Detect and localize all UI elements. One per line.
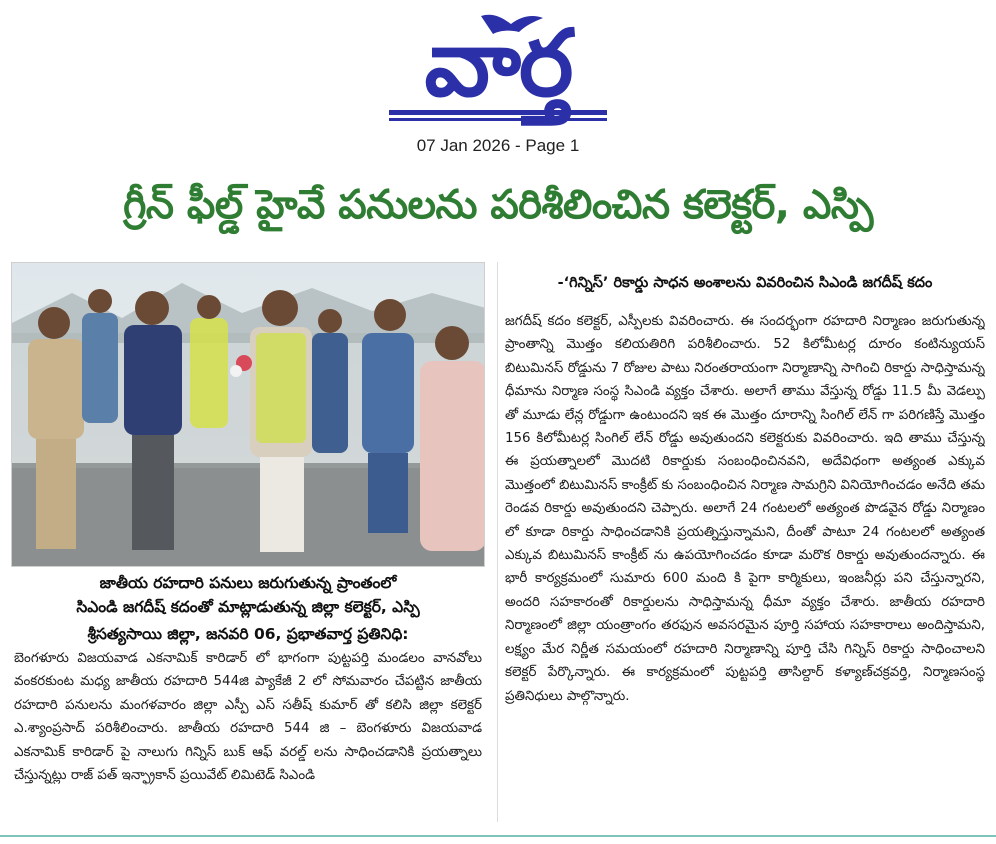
article-dateline: శ్రీసత్యసాయి జిల్లా, జనవరి 06, ప్రభాతవార్త ప్రతినిధి:	[87, 625, 409, 643]
photo-caption-line2: సిఎండి జగదీష్ కదంతో మాట్లాడుతున్న జిల్లా కలెక్టర్, ఎస్పి	[76, 598, 420, 616]
news-photo	[11, 262, 485, 567]
article-subhead: -‘గిన్నిస్’ రికార్డు సాధన అంశాలను వివరించిన సిఎండి జగదీష్ కదం	[557, 275, 933, 291]
photo-caption	[11, 571, 485, 619]
photo-caption-line1: జాతీయ రహదారి పనులు జరుగుతున్న ప్రాంతంలో	[99, 574, 397, 592]
bottom-divider	[0, 835, 996, 837]
headline: గ్రీన్ ఫీల్డ్ హైవే పనులను పరిశీలించిన కలెక్టర్, ఎస్పి	[123, 182, 873, 228]
masthead	[0, 0, 996, 155]
article-body-right: జగదీష్ కదం కలెక్టర్, ఎస్పీలకు వివరించారు. ఈ సందర్భంగా రహదారి నిర్మాణం జరుగుతున్న ప్రాంతాన్ని మొత్తం కలియతిరిగి పరిశీలించారు. 52 కిలోమీటర్ల దూరం కంటిన్యుయస్ బిటుమినస్ రోడ్డును 7 రోజుల పాటు నిరంతరాయంగా నిర్మాణాన్ని సాగించి రికార్డు సాధిస్తామన్న ధీమాను నిర్మాణ సంస్థ సిఎండి వ్యక్తం చేశారు. అలాగే తాము వేస్తున్న రోడ్డు 11.5 మీ వెడల్పు తో మూడు లేన్ల రోడ్డుగా ఉంటుందని ఇక ఈ మొత్తం దూరాన్ని సింగిల్ లేన్ గా పరిగణిస్తే మొత్తం 156 కిలోమీటర్ల సింగిల్ లేన్ రోడ్డు అవుతుందని కలెక్టరుకు వివరించారు. ఇది తాము చేస్తున్న ఈ ప్రయత్నాలలో మొదటి రికార్డుకు సంబంధించినవని, అదేవిధంగా అత్యంత ఎక్కువ మొత్తంలో బిటుమినస్ కాంక్రీట్ కు సంబంధించిన నిర్మాణ సామగ్రిని వినియోగించడం అనేది తమ రెండవ రికార్డు అవుతుందని చెప్పారు. అలాగే 24 గంటలలో అత్యంత పొడవైన రోడ్డు నిర్మాణం లో కూడా రికార్డు సాధించడానికి ప్రయత్నిస్తున్నామని, దీంతో పాటూ 24 గంటలలో అత్యంత ఎక్కువ బిటుమినస్ కాంక్రీట్ ను ఉపయోగించడం కూడా మరొక రికార్డు అవుతుందన్నారు. ఈ భారీ కార్యక్రమంలో సుమారు 600 మంది కి పైగా కార్మికులు, ఇంజనీర్లు పని చేస్తున్నారని, అందరి సహకారంతో రికార్డులను సాధిస్తామన్న ధీమా వ్యక్తం చేశారు. జాతీయ రహదారి నిర్మాణంలో జిల్లా యంత్రాంగం తరఫున అవసరమైన పూర్తి సహాయ సహకారాలు అందిస్తామని, లక్ష్యం మేర నిర్ణీత సమయంలో రహదారి నిర్మాణాన్ని పూర్తి చేసి గిన్నిస్ రికార్డు సాధించాలని కలెక్టర్ పేర్కొన్నారు. ఈ కార్యక్రమంలో పుట్టపర్తి తాసిల్దార్ కళ్యాణ్‌చక్రవర్తి, నిర్మాణసంస్థ ప్రతినిధులు పాల్గొన్నారు.	[505, 314, 985, 704]
article-body-left: బెంగళూరు విజయవాడ ఎకనామిక్ కారిడార్ లో భాగంగా పుట్టపర్తి మండలం వానవోలు వంకరకుంట మధ్య జాతీయ రహదారి 544జి ప్యాకేజీ 2 లో సోమవారం చేపట్టిన జాతీయ రహదారి పనులను మంగళవారం జిల్లా ఎస్పీ ఎస్ సతీష్ కుమార్ తో కలిసి జిల్లా కలెక్టర్ ఎ.శ్యాంప్రసాద్ పరిశీలించారు. జాతీయ రహదారి 544 జి – బెంగళూరు విజయవాడ ఎకనామిక్ కారిడార్ పై నాలుగు గిన్నిస్ బుక్ ఆఫ్ వరల్డ్ లను సాధించడానికి ప్రయత్నాలు చేస్తున్నట్లు రాజ్ పత్ ఇన్ఫ్రాకాన్ ప్రయివేట్ లిమిటెడ్ సిఎండి	[14, 651, 482, 784]
logo: వార్త	[424, 10, 572, 117]
column-divider	[497, 262, 498, 822]
photo-illustration	[12, 263, 485, 567]
date-page: 07 Jan 2026 - Page 1	[416, 136, 580, 155]
